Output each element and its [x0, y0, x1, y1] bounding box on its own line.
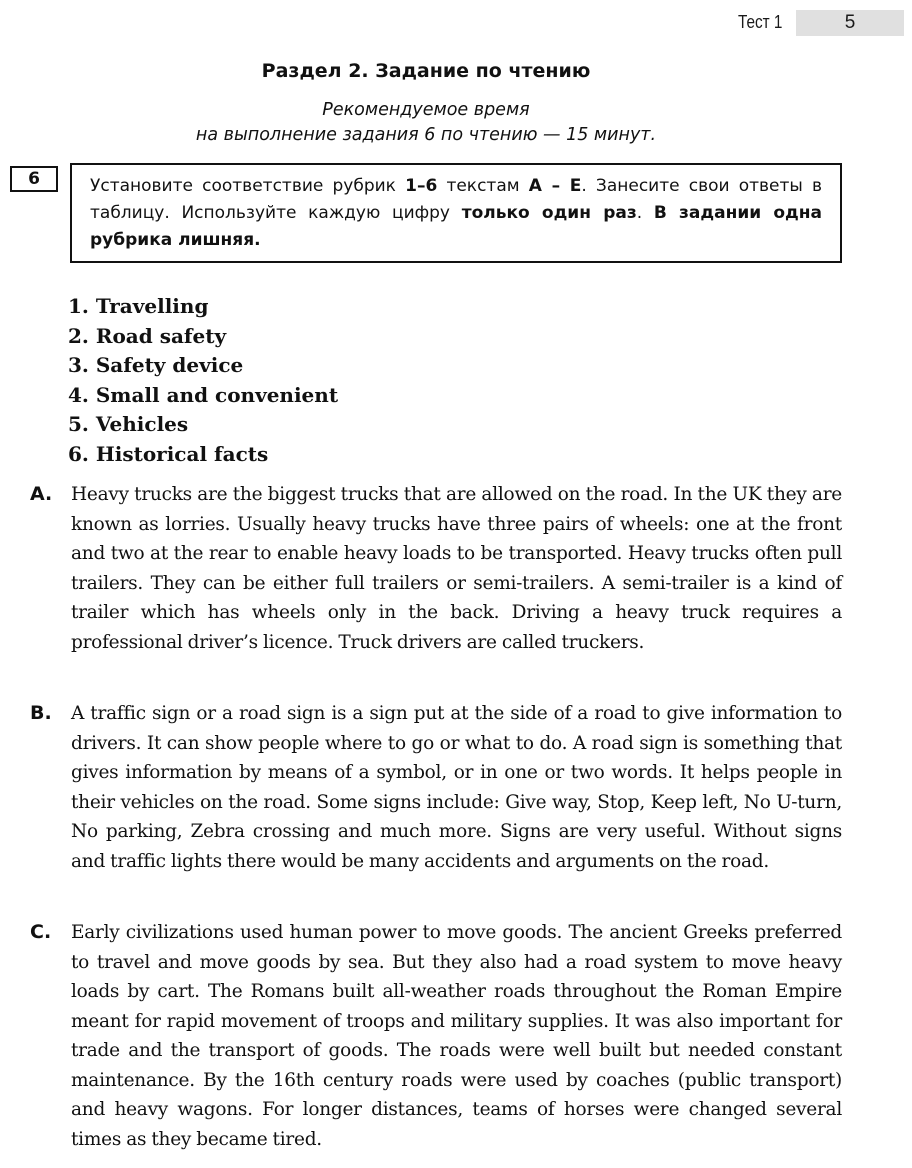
rubric-item: 1. Travelling: [68, 294, 209, 318]
rubric-item: 2. Road safety: [68, 323, 227, 348]
instruction-part: текстам: [437, 176, 529, 196]
instruction-part: .: [636, 203, 654, 223]
text-letter: C.: [30, 921, 52, 943]
time-note-line-1: Рекомендуемое время: [322, 100, 530, 120]
rubric-item: 4. Small and convenient: [68, 382, 339, 407]
text-body: A traffic sign or a road sign is a sign put at the side of a road to give information to drivers. It can show people where to go or what to do. A road sign is something that gives information by means of a symbol, or in one or two words. It helps people in their vehicles on the road. Some signs include: Give way, Stop, Keep left, No U-turn, No parking, Zebra crossing and much more. Signs are very useful. Without signs and traffic lights there would be many accidents and arguments on the road.: [71, 703, 842, 872]
instruction-part-bold: 1–6: [405, 176, 438, 196]
rubric-item: 5. Vehicles: [68, 412, 189, 436]
text-c: [30, 918, 842, 1154]
rubric-list: [68, 292, 338, 469]
rubric-item: 6. Historical facts: [68, 441, 269, 466]
page-number: 5: [796, 10, 904, 36]
instruction-part: Установите соответствие рубрик: [90, 176, 406, 196]
rubric-item: 3. Safety device: [68, 353, 244, 377]
instruction-part-bold: В задании одна рубрика лишняя.: [90, 203, 823, 250]
time-note-line-2: на выполнение задания 6 по чтению — 15 минут.: [195, 125, 657, 145]
text-b: [30, 699, 842, 876]
task-number-box: 6: [10, 166, 58, 192]
instruction-part-bold: А – Е: [528, 176, 582, 196]
task-instruction-box: [70, 163, 842, 263]
text-a: [30, 480, 842, 657]
text-body: Early civilizations used human power to move goods. The ancient Greeks preferred to travel and move goods by sea. But they also had a road system to move heavy loads by cart. The Romans built all-weather roads throughout the Roman Empire meant for rapid movement of troops and military supplies. It was also important for trade and the transport of goods. The roads were well built but needed constant maintenance. By the 16th century roads were used by coaches (public transport) and heavy wagons. For longer distances, teams of horses were changed several times as they became tired.: [71, 922, 842, 1150]
text-letter: A.: [30, 483, 53, 505]
instruction-part-bold: только один раз: [461, 203, 637, 223]
instruction-part: . Занесите свои ответы в таблицу. Используйте каждую цифру: [90, 176, 822, 223]
section-title: Раздел 2. Задание по чтению: [261, 60, 591, 82]
recommended-time-note: [0, 98, 852, 148]
text-body: Heavy trucks are the biggest trucks that are allowed on the road. In the UK they are known as lorries. Usually heavy trucks have three pairs of wheels: one at the front and two at the rear to enable heavy loads to be transported. Heavy trucks often pull trailers. They can be either full trailers or semi-trailers. A semi-trailer is a kind of trailer which has wheels only in the back. Driving a heavy truck requires a professional driver’s licence. Truck drivers are called truckers.: [71, 484, 842, 653]
text-letter: B.: [30, 702, 52, 724]
test-label: Тест 1: [738, 12, 783, 32]
